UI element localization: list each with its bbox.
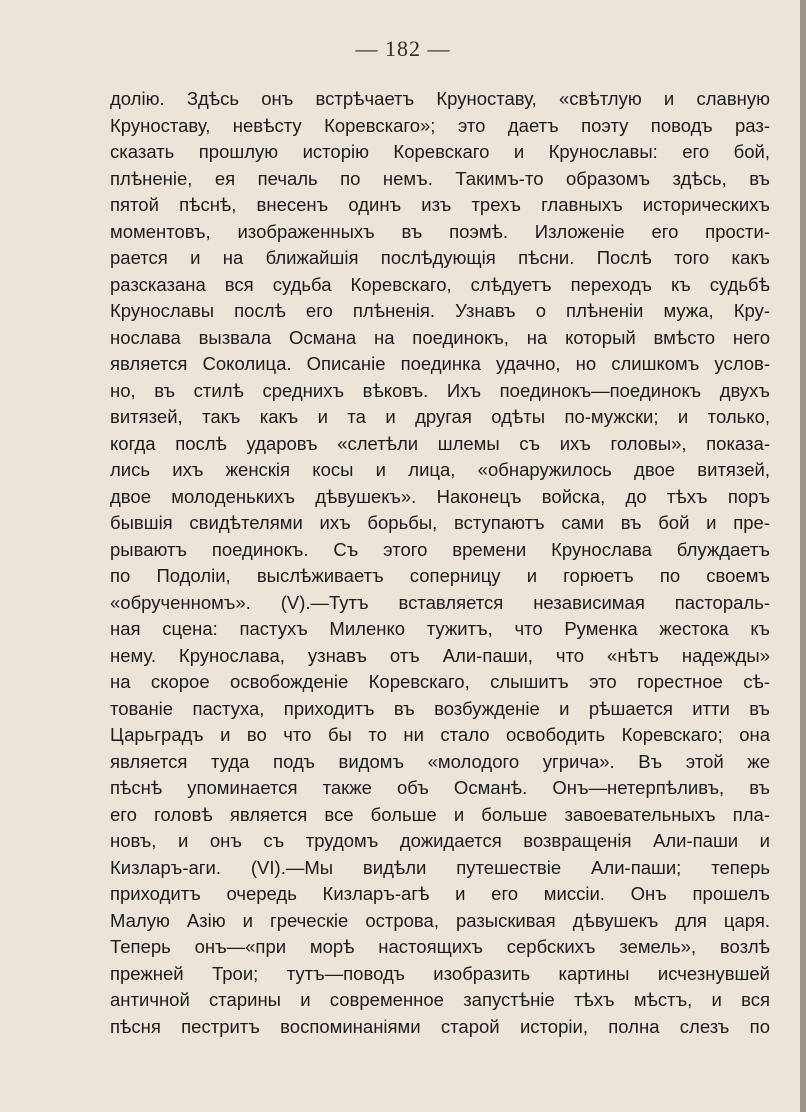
text-line: является Соколица. Описаніе поединка удачно, но слишкомъ услов-: [110, 353, 770, 374]
text-line: когда послѣ ударовъ «слетѣли шлемы съ ихъ головы», показа-: [110, 432, 770, 454]
text-line: нему. Крунослава, узнавъ отъ Али-паши, что «нѣтъ надежды»: [110, 644, 770, 666]
text-line: прежней Трои; тутъ—поводъ изобразить картины исчезнувшей: [110, 962, 770, 984]
text-line: Теперь онъ—«при морѣ настоящихъ сербскихъ земель», возлѣ: [110, 936, 770, 957]
text-line: рываютъ поединокъ. Съ этого времени Крунослава блуждаетъ: [110, 538, 770, 560]
text-line: ная сцена: пастухъ Миленко тужитъ, что Руменка жестока къ: [110, 618, 770, 639]
text-line: Круноставу, невѣсту Коревскаго»; это даетъ поэту поводъ раз-: [110, 114, 770, 136]
text-line: двое молоденькихъ дѣвушекъ». Наконецъ войска, до тѣхъ поръ: [110, 485, 770, 507]
page-edge-shadow: [800, 0, 806, 1112]
text-line: новъ, и онъ съ трудомъ дожидается возвращенія Али-паши и: [110, 830, 770, 851]
text-line: приходитъ очередь Кизларъ-агѣ и его миссіи. Онъ прошелъ: [110, 883, 770, 904]
text-line: пѣснѣ упоминается также объ Османѣ. Онъ—нетерпѣливъ, въ: [110, 777, 770, 798]
text-line: пятой пѣснѣ, внесенъ одинъ изъ трехъ главныхъ историческихъ: [110, 194, 770, 215]
text-line: плѣненіе, ея печаль по немъ. Такимъ-то образомъ здѣсь, въ: [110, 167, 770, 189]
text-line: тованіе пастуха, приходитъ въ возбужденіе и рѣшается итти въ: [110, 697, 770, 719]
page-number: — 182 —: [355, 36, 451, 61]
text-line: разсказана вся судьба Коревскаго, слѣдуетъ переходъ къ судьбѣ: [110, 273, 770, 295]
text-line: является туда подъ видомъ «молодого угрича». Въ этой же: [110, 750, 770, 772]
text-line: но, въ стилѣ среднихъ вѣковъ. Ихъ поединокъ—поединокъ двухъ: [110, 379, 770, 401]
text-line: Малую Азію и греческіе острова, разыскивая дѣвушекъ для царя.: [110, 909, 770, 931]
text-line: долію. Здѣсь онъ встрѣчаетъ Круноставу, «свѣтлую и славную: [110, 88, 770, 109]
text-line: Крунославы послѣ его плѣненія. Узнавъ о плѣненіи мужа, Кру-: [110, 300, 770, 321]
text-line: рается и на ближайшія послѣдующія пѣсни. Послѣ того какъ: [110, 247, 770, 268]
text-line: пѣсня пестритъ воспоминаніями старой исторіи, полна слезъ по: [110, 1015, 770, 1037]
text-line: его головѣ является все больше и больше завоевательныхъ пла-: [110, 803, 770, 825]
text-line: Царьградъ и во что бы то ни стало освободить Коревскаго; она: [110, 724, 770, 745]
text-line: моментовъ, изображенныхъ въ поэмѣ. Изложеніе его прости-: [110, 220, 770, 242]
text-line: бывшія свидѣтелями ихъ борьбы, вступаютъ сами въ бой и пре-: [110, 512, 770, 533]
text-line: сказать прошлую исторію Коревскаго и Крунославы: его бой,: [110, 141, 770, 162]
text-line: на скорое освобожденіе Коревскаго, слышитъ это горестное сѣ-: [110, 671, 770, 692]
text-line: античной старины и современное запустѣніе тѣхъ мѣстъ, и вся: [110, 989, 770, 1010]
text-line: нослава вызвала Османа на поединокъ, на который вмѣсто него: [110, 326, 770, 348]
text-line: по Подоліи, выслѣживаетъ соперницу и горюетъ по своемъ: [110, 565, 770, 586]
text-line: лись ихъ женскія косы и лица, «обнаружилось двое витязей,: [110, 459, 770, 480]
body-text: [110, 86, 770, 1040]
text-line: Кизларъ-аги. (VI).—Мы видѣли путешествіе Али-паши; теперь: [110, 856, 770, 878]
text-line: витязей, такъ какъ и та и другая одѣты по-мужски; и только,: [110, 406, 770, 427]
text-line: «обрученномъ». (V).—Тутъ вставляется независимая пастораль-: [110, 591, 770, 613]
